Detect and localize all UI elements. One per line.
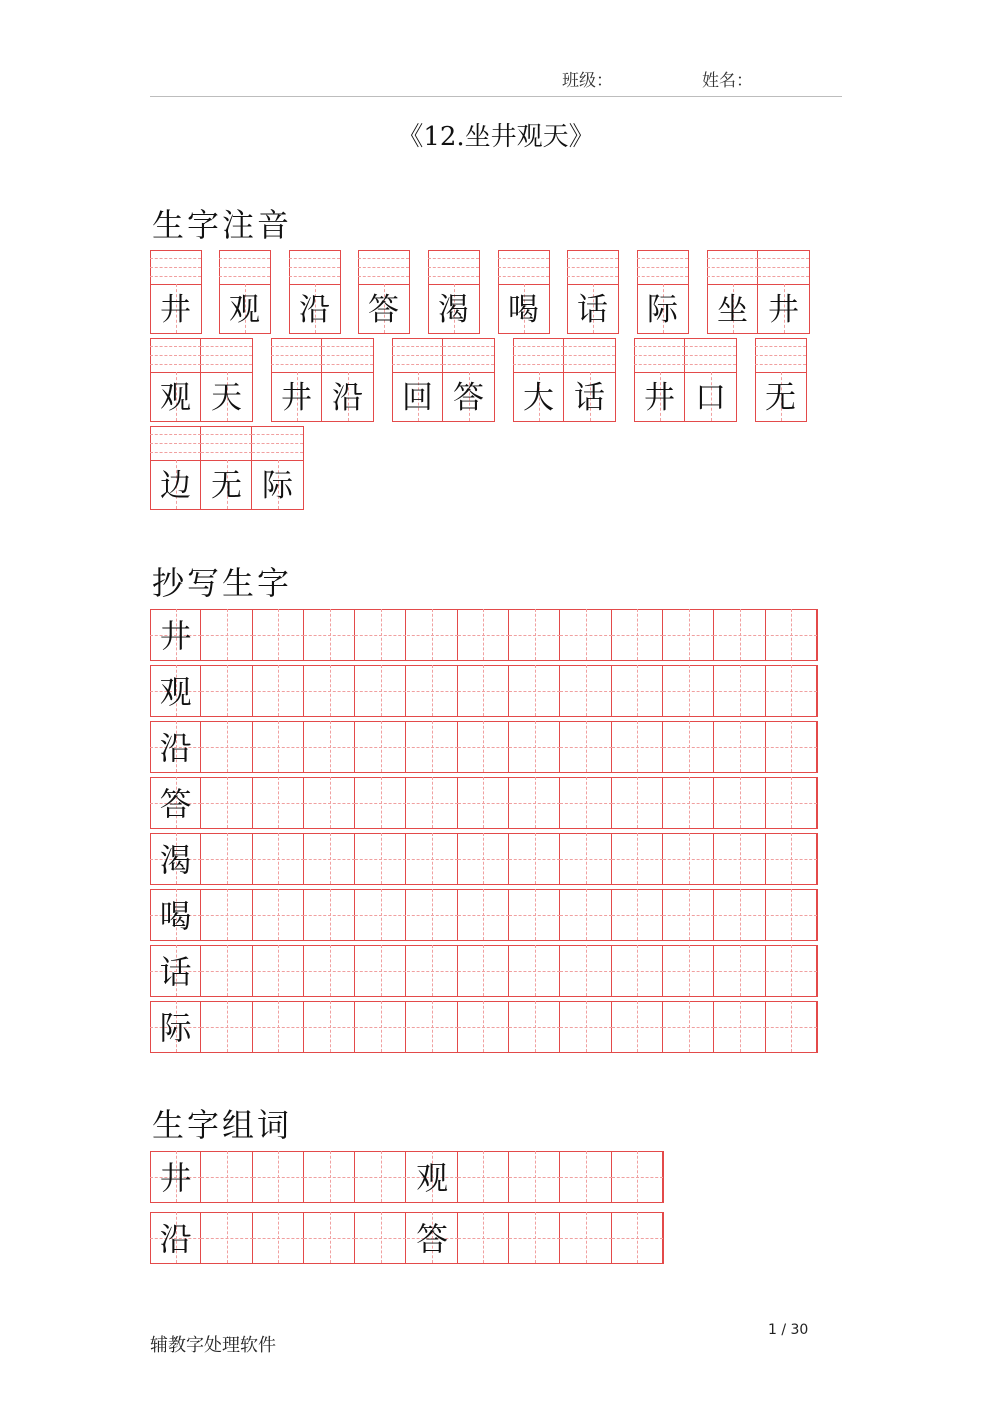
pinyin-guide-line	[758, 267, 809, 268]
copy-cell-hguide	[766, 859, 817, 860]
copy-cell-hguide	[355, 859, 406, 860]
copy-cell-hguide	[766, 691, 817, 692]
name-label: 姓名：	[702, 71, 753, 91]
pinyin-char: 井	[768, 292, 799, 328]
pinyin-guide-line	[428, 276, 479, 277]
word-cell-hguide	[509, 1238, 560, 1239]
pinyin-guide-line	[564, 355, 615, 356]
word-cell-hguide	[355, 1177, 406, 1178]
word-cell-hguide	[560, 1238, 611, 1239]
pinyin-guide-line	[707, 258, 758, 259]
copy-cell-hguide	[304, 635, 355, 636]
copy-cell-hguide	[458, 691, 509, 692]
copy-cell-hguide	[663, 691, 714, 692]
pinyin-guide-line	[271, 364, 322, 365]
copy-cell-hguide	[663, 803, 714, 804]
copy-cell-hguide	[458, 859, 509, 860]
pinyin-guide-line	[755, 355, 806, 356]
word-cell-hguide	[304, 1238, 355, 1239]
pinyin-guide-line	[443, 355, 494, 356]
copy-cell-hguide	[560, 747, 611, 748]
pinyin-guide-line	[685, 364, 736, 365]
copy-cell-hguide	[560, 859, 611, 860]
pinyin-guide-line	[201, 355, 252, 356]
word-cell-model-char: 观	[416, 1160, 449, 1197]
copy-cell-hguide	[663, 915, 714, 916]
pinyin-guide-line	[685, 355, 736, 356]
copy-cell-hguide	[612, 803, 663, 804]
section-pinyin-heading: 生字注音	[152, 206, 293, 244]
pinyin-guide-line	[428, 267, 479, 268]
copy-cell-hguide	[714, 803, 765, 804]
copy-cell-hguide	[304, 971, 355, 972]
pinyin-guide-line	[634, 346, 685, 347]
copy-cell-hguide	[201, 1027, 252, 1028]
word-cell-hguide	[509, 1177, 560, 1178]
copy-cell-hguide	[509, 971, 560, 972]
pinyin-char: 际	[262, 468, 293, 504]
pinyin-guide-line	[201, 452, 252, 453]
copy-cell-hguide	[458, 747, 509, 748]
copy-cell-hguide	[612, 859, 663, 860]
copy-cell-hguide	[355, 1027, 406, 1028]
copy-cell-hguide	[355, 691, 406, 692]
word-cell-model-char: 答	[416, 1221, 449, 1258]
copy-cell-hguide	[304, 691, 355, 692]
copy-cell-hguide	[560, 803, 611, 804]
copy-cell-hguide	[355, 915, 406, 916]
pinyin-guide-line	[392, 364, 443, 365]
pinyin-guide-line	[758, 276, 809, 277]
pinyin-guide-line	[289, 258, 340, 259]
pinyin-guide-line	[358, 276, 409, 277]
pinyin-guide-line	[289, 267, 340, 268]
copy-cell-hguide	[201, 971, 252, 972]
copy-cell-hguide	[663, 859, 714, 860]
pinyin-guide-line	[322, 355, 373, 356]
pinyin-guide-line	[564, 346, 615, 347]
copy-cell-hguide	[201, 803, 252, 804]
pinyin-char: 沿	[332, 380, 363, 416]
pinyin-guide-line	[634, 364, 685, 365]
pinyin-guide-line	[358, 267, 409, 268]
copy-cell-hguide	[509, 859, 560, 860]
pinyin-char: 井	[644, 380, 675, 416]
pinyin-guide-line	[513, 346, 564, 347]
pinyin-char: 天	[211, 380, 242, 416]
pinyin-guide-line	[201, 443, 252, 444]
pinyin-guide-line	[428, 258, 479, 259]
copy-cell-hguide	[766, 971, 817, 972]
pinyin-guide-line	[567, 267, 618, 268]
pinyin-char: 边	[160, 468, 191, 504]
word-cell-hguide	[458, 1177, 509, 1178]
word-cell-hguide	[253, 1238, 304, 1239]
copy-cell-hguide	[304, 747, 355, 748]
pinyin-guide-line	[252, 452, 303, 453]
pinyin-guide-line	[392, 346, 443, 347]
copy-cell-hguide	[766, 803, 817, 804]
copy-cell-model-char: 际	[159, 1010, 192, 1047]
copy-cell-hguide	[355, 803, 406, 804]
word-cell-hguide	[612, 1177, 663, 1178]
copy-cell-hguide	[253, 803, 304, 804]
copy-cell-hguide	[407, 915, 458, 916]
pinyin-guide-line	[150, 443, 201, 444]
copy-cell-hguide	[304, 1027, 355, 1028]
word-cell-hguide	[304, 1177, 355, 1178]
copy-cell-hguide	[714, 747, 765, 748]
copy-cell-hguide	[201, 635, 252, 636]
copy-cell-hguide	[612, 1027, 663, 1028]
copy-cell-hguide	[714, 971, 765, 972]
copy-cell-hguide	[458, 971, 509, 972]
copy-cell-hguide	[304, 859, 355, 860]
pinyin-guide-line	[219, 267, 270, 268]
copy-cell-hguide	[253, 971, 304, 972]
copy-cell-hguide	[407, 747, 458, 748]
copy-cell-hguide	[663, 635, 714, 636]
pinyin-char: 话	[574, 380, 605, 416]
pinyin-char: 渴	[438, 292, 469, 328]
pinyin-guide-line	[150, 267, 201, 268]
pinyin-guide-line	[150, 276, 201, 277]
copy-cell-model-char: 答	[159, 786, 192, 823]
copy-cell-hguide	[509, 747, 560, 748]
pinyin-guide-line	[150, 364, 201, 365]
pinyin-guide-line	[707, 276, 758, 277]
pinyin-char: 大	[523, 380, 554, 416]
copy-cell-hguide	[612, 635, 663, 636]
word-cell-hguide	[201, 1238, 252, 1239]
copy-cell-hguide	[766, 1027, 817, 1028]
pinyin-guide-line	[755, 364, 806, 365]
pinyin-guide-line	[513, 364, 564, 365]
copy-cell-hguide	[407, 691, 458, 692]
pinyin-guide-line	[567, 276, 618, 277]
pinyin-guide-line	[322, 346, 373, 347]
pinyin-guide-line	[201, 434, 252, 435]
copy-cell-hguide	[766, 635, 817, 636]
word-cell-hguide	[612, 1238, 663, 1239]
copy-cell-model-char: 渴	[159, 842, 192, 879]
copy-cell-hguide	[560, 971, 611, 972]
pinyin-char: 无	[211, 468, 242, 504]
copy-cell-hguide	[407, 1027, 458, 1028]
pinyin-guide-line	[758, 258, 809, 259]
copy-cell-hguide	[509, 1027, 560, 1028]
copy-cell-hguide	[766, 915, 817, 916]
pinyin-guide-line	[358, 258, 409, 259]
copy-cell-hguide	[355, 971, 406, 972]
copy-cell-hguide	[663, 747, 714, 748]
word-cell-hguide	[253, 1177, 304, 1178]
pinyin-guide-line	[271, 346, 322, 347]
pinyin-char: 答	[368, 292, 399, 328]
copy-cell-hguide	[509, 691, 560, 692]
pinyin-guide-line	[498, 276, 549, 277]
word-cell-hguide	[458, 1238, 509, 1239]
software-name: 辅教字处理软件	[150, 1335, 276, 1356]
copy-cell-hguide	[560, 635, 611, 636]
pinyin-guide-line	[567, 258, 618, 259]
pinyin-char: 坐	[717, 292, 748, 328]
class-label: 班级：	[562, 71, 613, 91]
copy-cell-hguide	[253, 691, 304, 692]
copy-cell-hguide	[612, 691, 663, 692]
copy-cell-hguide	[253, 635, 304, 636]
copy-cell-hguide	[714, 635, 765, 636]
pinyin-guide-line	[252, 434, 303, 435]
copy-cell-hguide	[766, 747, 817, 748]
pinyin-guide-line	[150, 434, 201, 435]
pinyin-guide-line	[150, 452, 201, 453]
pinyin-guide-line	[201, 364, 252, 365]
copy-cell-hguide	[509, 915, 560, 916]
pinyin-guide-line	[564, 364, 615, 365]
copy-cell-model-char: 沿	[159, 730, 192, 767]
copy-cell-hguide	[714, 1027, 765, 1028]
pinyin-guide-line	[219, 258, 270, 259]
pinyin-char: 井	[281, 380, 312, 416]
copy-cell-hguide	[407, 971, 458, 972]
pinyin-guide-line	[252, 443, 303, 444]
copy-cell-hguide	[253, 1027, 304, 1028]
pinyin-char: 答	[453, 380, 484, 416]
copy-cell-hguide	[458, 635, 509, 636]
copy-cell-hguide	[612, 915, 663, 916]
copy-cell-hguide	[714, 691, 765, 692]
pinyin-guide-line	[637, 267, 688, 268]
pinyin-guide-line	[637, 258, 688, 259]
copy-cell-hguide	[509, 635, 560, 636]
pinyin-guide-line	[150, 355, 201, 356]
copy-cell-hguide	[458, 915, 509, 916]
pinyin-guide-line	[707, 267, 758, 268]
copy-cell-hguide	[407, 635, 458, 636]
pinyin-guide-line	[150, 346, 201, 347]
copy-cell-hguide	[304, 915, 355, 916]
pinyin-guide-line	[637, 276, 688, 277]
pinyin-guide-line	[289, 276, 340, 277]
copy-cell-hguide	[714, 915, 765, 916]
pinyin-guide-line	[498, 267, 549, 268]
pinyin-guide-line	[443, 364, 494, 365]
pinyin-guide-line	[150, 258, 201, 259]
copy-cell-hguide	[458, 1027, 509, 1028]
section-words-heading: 生字组词	[152, 1106, 293, 1144]
page-title: 《12.坐井观天》	[397, 122, 595, 152]
copy-cell-hguide	[714, 859, 765, 860]
pinyin-char: 观	[160, 380, 191, 416]
copy-cell-model-char: 观	[159, 674, 192, 711]
pinyin-guide-line	[755, 346, 806, 347]
copy-cell-hguide	[560, 691, 611, 692]
pinyin-guide-line	[271, 355, 322, 356]
pinyin-guide-line	[201, 346, 252, 347]
word-cell-hguide	[560, 1177, 611, 1178]
copy-cell-hguide	[612, 747, 663, 748]
copy-cell-hguide	[355, 747, 406, 748]
page-number: 1 / 30	[768, 1322, 809, 1338]
copy-cell-model-char: 井	[159, 618, 192, 655]
word-cell-model-char: 沿	[159, 1221, 192, 1258]
pinyin-char: 井	[160, 292, 191, 328]
copy-cell-hguide	[253, 859, 304, 860]
copy-cell-hguide	[355, 635, 406, 636]
pinyin-guide-line	[634, 355, 685, 356]
word-cell-model-char: 井	[159, 1160, 192, 1197]
section-copy-heading: 抄写生字	[152, 564, 293, 602]
pinyin-char: 观	[229, 292, 260, 328]
copy-cell-hguide	[560, 915, 611, 916]
pinyin-char: 际	[647, 292, 678, 328]
copy-cell-hguide	[201, 915, 252, 916]
copy-cell-hguide	[560, 1027, 611, 1028]
copy-cell-hguide	[407, 859, 458, 860]
copy-cell-hguide	[201, 747, 252, 748]
pinyin-guide-line	[685, 346, 736, 347]
pinyin-char: 无	[765, 380, 796, 416]
pinyin-guide-line	[322, 364, 373, 365]
pinyin-char: 话	[577, 292, 608, 328]
pinyin-guide-line	[498, 258, 549, 259]
copy-cell-model-char: 喝	[159, 898, 192, 935]
copy-cell-hguide	[253, 915, 304, 916]
word-cell-hguide	[201, 1177, 252, 1178]
copy-cell-model-char: 话	[159, 954, 192, 991]
copy-cell-hguide	[663, 1027, 714, 1028]
pinyin-guide-line	[443, 346, 494, 347]
copy-cell-hguide	[201, 691, 252, 692]
pinyin-char: 回	[402, 380, 433, 416]
copy-cell-hguide	[407, 803, 458, 804]
copy-cell-hguide	[253, 747, 304, 748]
copy-cell-hguide	[458, 803, 509, 804]
pinyin-char: 喝	[508, 292, 539, 328]
pinyin-char: 沿	[299, 292, 330, 328]
word-cell-hguide	[355, 1238, 406, 1239]
copy-cell-hguide	[663, 971, 714, 972]
pinyin-guide-line	[219, 276, 270, 277]
pinyin-guide-line	[513, 355, 564, 356]
pinyin-guide-line	[392, 355, 443, 356]
copy-cell-hguide	[201, 859, 252, 860]
copy-cell-hguide	[612, 971, 663, 972]
copy-cell-hguide	[304, 803, 355, 804]
copy-cell-hguide	[509, 803, 560, 804]
pinyin-char: 口	[695, 380, 726, 416]
